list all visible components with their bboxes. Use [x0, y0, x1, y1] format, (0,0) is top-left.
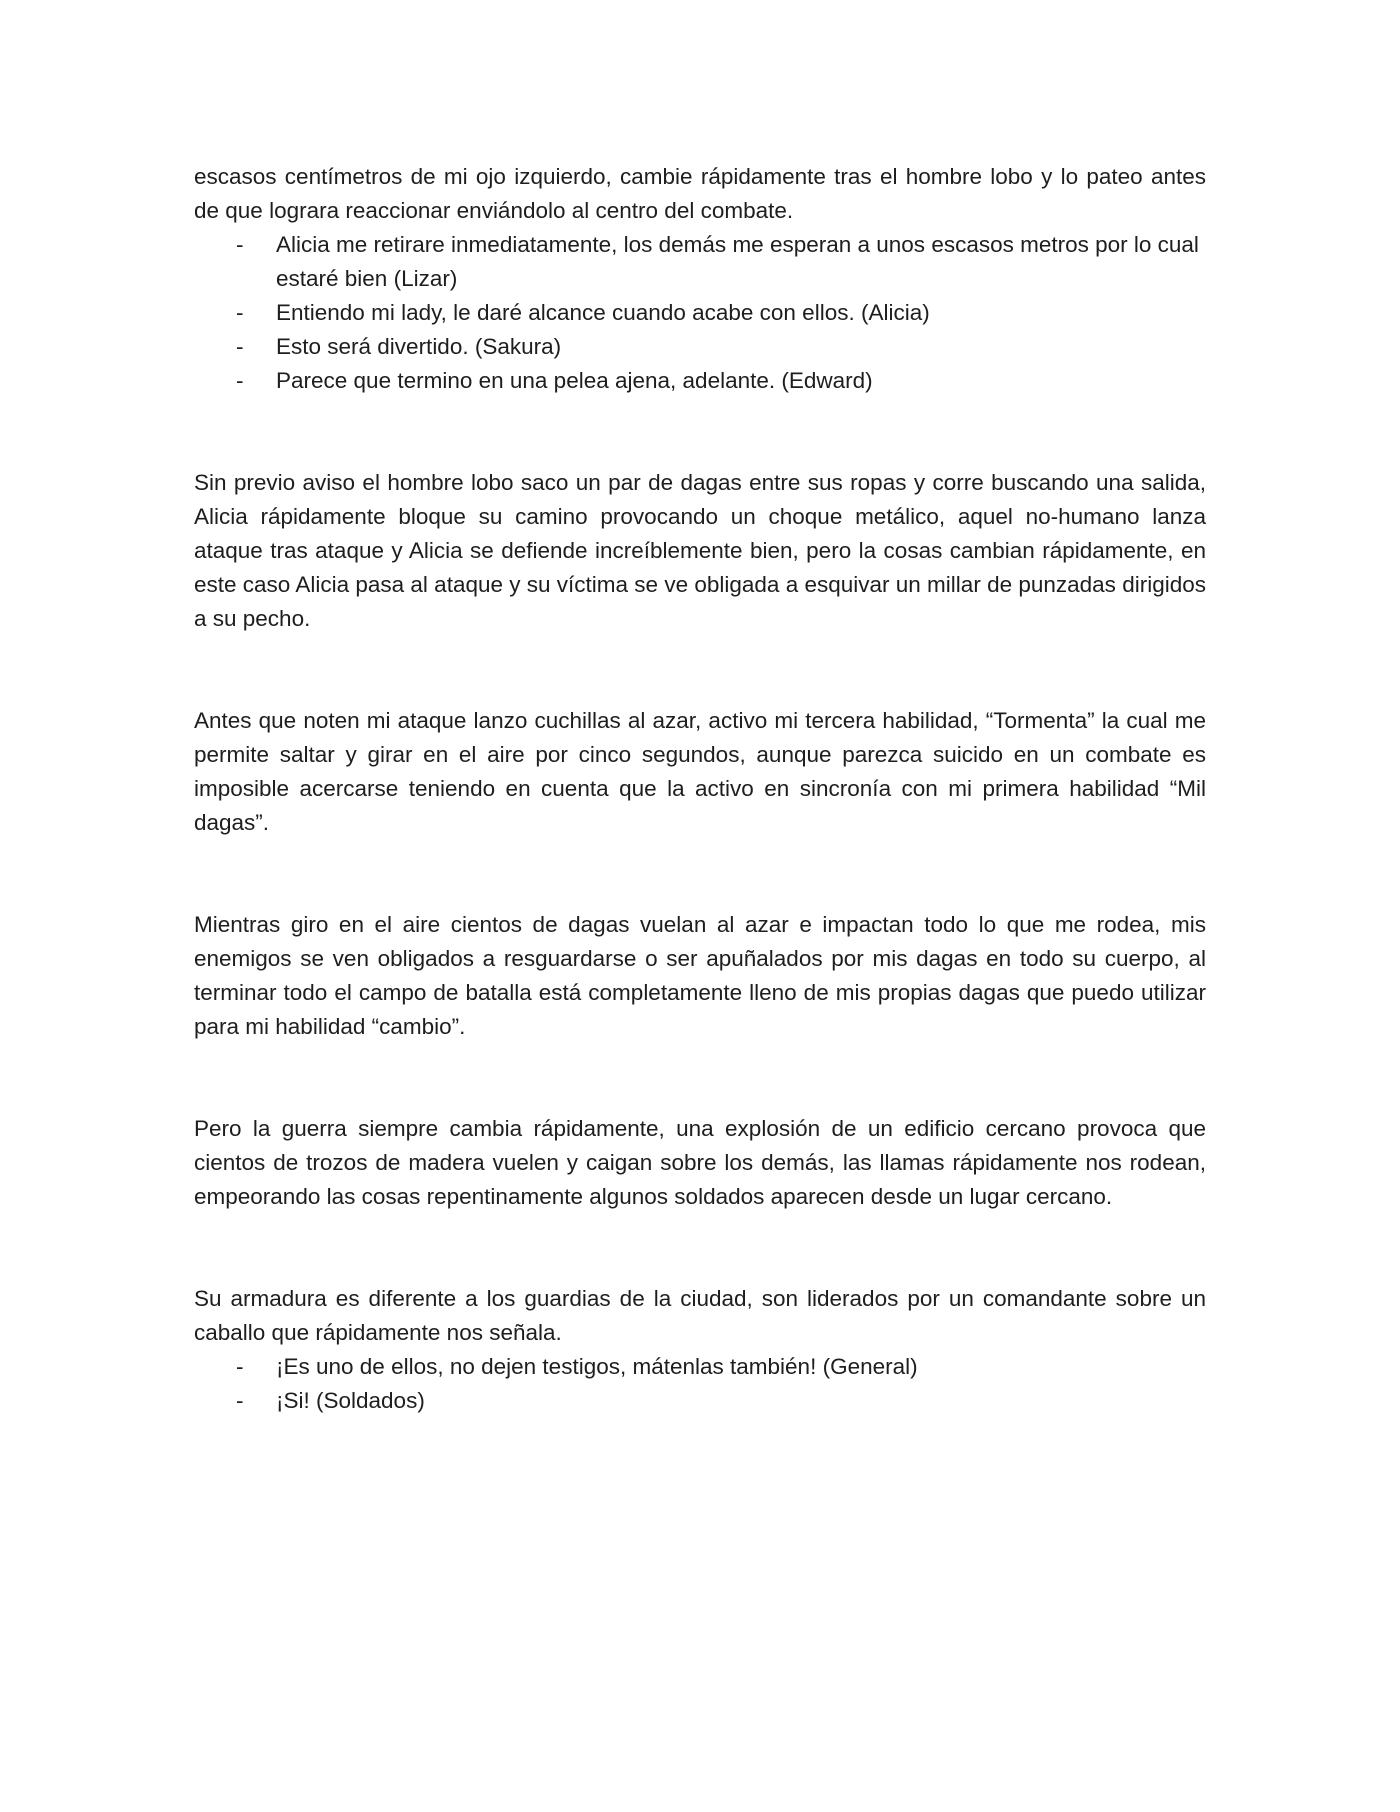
paragraph: escasos centímetros de mi ojo izquierdo, cambie rápidamente tras el hombre lobo y lo pateo antes de que lograra reaccionar enviándolo al centro del combate.: [194, 164, 1206, 223]
paragraph: Mientras giro en el aire cientos de dagas vuelan al azar e impactan todo lo que me rodea, mis enemigos se ven obligados a resguardarse o ser apuñalados por mis dagas en todo su cuerpo, al terminar todo el campo de batalla está completamente lleno de mis propias dagas que puedo utilizar para mi habilidad “cambio”.: [194, 912, 1206, 1039]
paragraph: Pero la guerra siempre cambia rápidamente, una explosión de un edificio cercano provoca que cientos de trozos de madera vuelen y caigan sobre los demás, las llamas rápidamente nos rodean, empeorando las cosas repentinamente algunos soldados aparecen desde un lugar cercano.: [194, 1116, 1206, 1209]
dialogue-line: [194, 228, 1206, 296]
dialogue-text: Parece que termino en una pelea ajena, adelante. (Edward): [276, 368, 873, 393]
dialogue-line: [194, 296, 1206, 330]
dialogue-list: [194, 228, 1206, 398]
paragraph: Sin previo aviso el hombre lobo saco un par de dagas entre sus ropas y corre buscando una salida, Alicia rápidamente bloque su camino provocando un choque metálico, aquel no-humano lanza ataque tras ataque y Alicia se defiende increíblemente bien, pero la cosas cambian rápidamente, en este caso Alicia pasa al ataque y su víctima se ve obligada a esquivar un millar de punzadas dirigidos a su pecho.: [194, 470, 1206, 631]
document-body: [194, 160, 1206, 1418]
dash-bullet: -: [236, 1354, 244, 1379]
dialogue-text: ¡Es uno de ellos, no dejen testigos, mátenlas también! (General): [276, 1354, 918, 1379]
dialogue-line: [194, 1384, 1206, 1418]
dialogue-line: [194, 364, 1206, 398]
dialogue-text: Alicia me retirare inmediatamente, los demás me esperan a unos escasos metros por lo cual estaré bien (Lizar): [276, 232, 1199, 291]
dialogue-line: [194, 1350, 1206, 1384]
dialogue-text: Esto será divertido. (Sakura): [276, 334, 562, 359]
dash-bullet: -: [236, 300, 244, 325]
dialogue-line: [194, 330, 1206, 364]
dialogue-text: Entiendo mi lady, le daré alcance cuando acabe con ellos. (Alicia): [276, 300, 930, 325]
dash-bullet: -: [236, 1388, 244, 1413]
dialogue-list: [194, 1350, 1206, 1418]
paragraph: Su armadura es diferente a los guardias de la ciudad, son liderados por un comandante sobre un caballo que rápidamente nos señala.: [194, 1286, 1206, 1345]
dialogue-text: ¡Si! (Soldados): [276, 1388, 425, 1413]
paragraph: Antes que noten mi ataque lanzo cuchillas al azar, activo mi tercera habilidad, “Tormenta” la cual me permite saltar y girar en el aire por cinco segundos, aunque parezca suicido en un combate es imposible acercarse teniendo en cuenta que la activo en sincronía con mi primera habilidad “Mil dagas”.: [194, 708, 1206, 835]
dash-bullet: -: [236, 334, 244, 359]
dash-bullet: -: [236, 368, 244, 393]
dash-bullet: -: [236, 232, 244, 257]
